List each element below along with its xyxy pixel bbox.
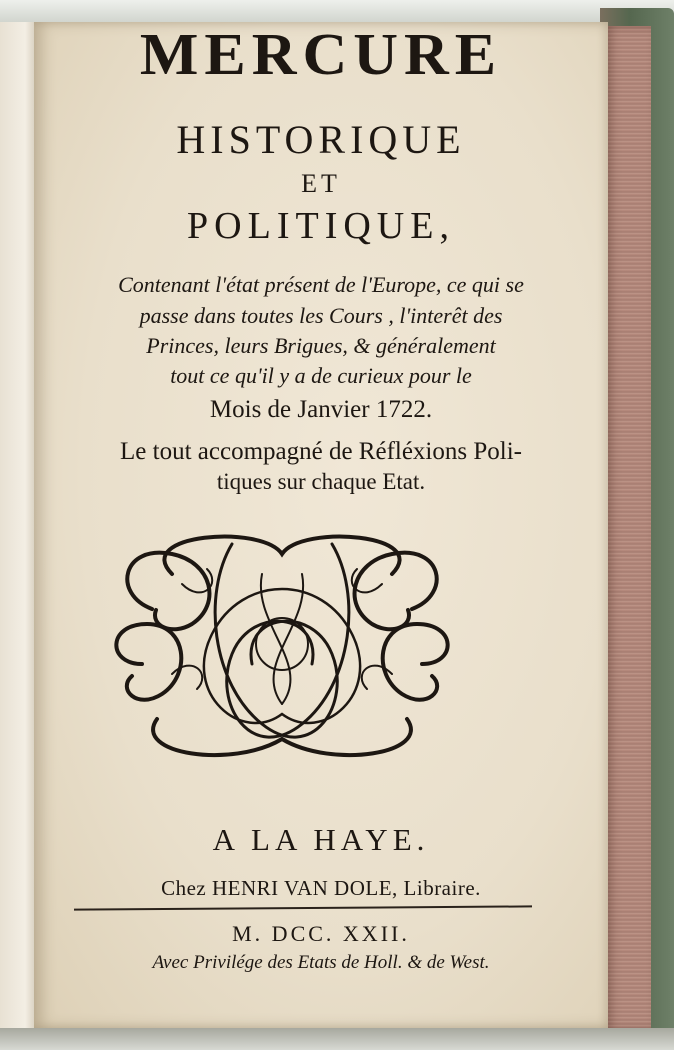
book-bottom-edge	[0, 1028, 674, 1050]
page-block-fore-edge	[605, 26, 651, 1030]
subtitle-line-3: Princes, leurs Brigues, & généralement	[146, 333, 496, 358]
reflexions-line-2: tiques sur chaque Etat.	[216, 469, 426, 494]
subtitle-line-4: tout ce qu'il y a de curieux pour le	[170, 363, 472, 388]
imprint-place: A LA HAYE.	[212, 822, 430, 857]
privilege-line: Avec Privilége des Etats de Holl. & de West.	[152, 952, 490, 973]
imprint-rule	[74, 905, 532, 910]
reflexions-line-1: Le tout accompagné de Réfléxions Poli-	[120, 438, 522, 465]
book-cover-top-edge	[0, 0, 674, 24]
title-page	[34, 22, 608, 1028]
interlaced-monogram-ornament-icon	[112, 514, 452, 776]
title-mercure: MERCURE	[139, 22, 503, 88]
subtitle-line-1: Contenant l'état présent de l'Europe, ce qui se	[118, 272, 524, 297]
imprint-year: M. DCC. XXII.	[232, 921, 410, 946]
title-et: ET	[301, 169, 341, 198]
flyleaf-page	[0, 22, 37, 1032]
title-historique: HISTORIQUE	[176, 117, 466, 162]
subtitle-line-2: passe dans toutes les Cours , l'interêt des	[139, 303, 503, 328]
imprint-printer: Chez HENRI VAN DOLE, Libraire.	[161, 876, 481, 900]
title-politique: POLITIQUE,	[187, 205, 455, 247]
issue-month: Mois de Janvier 1722.	[209, 396, 433, 423]
